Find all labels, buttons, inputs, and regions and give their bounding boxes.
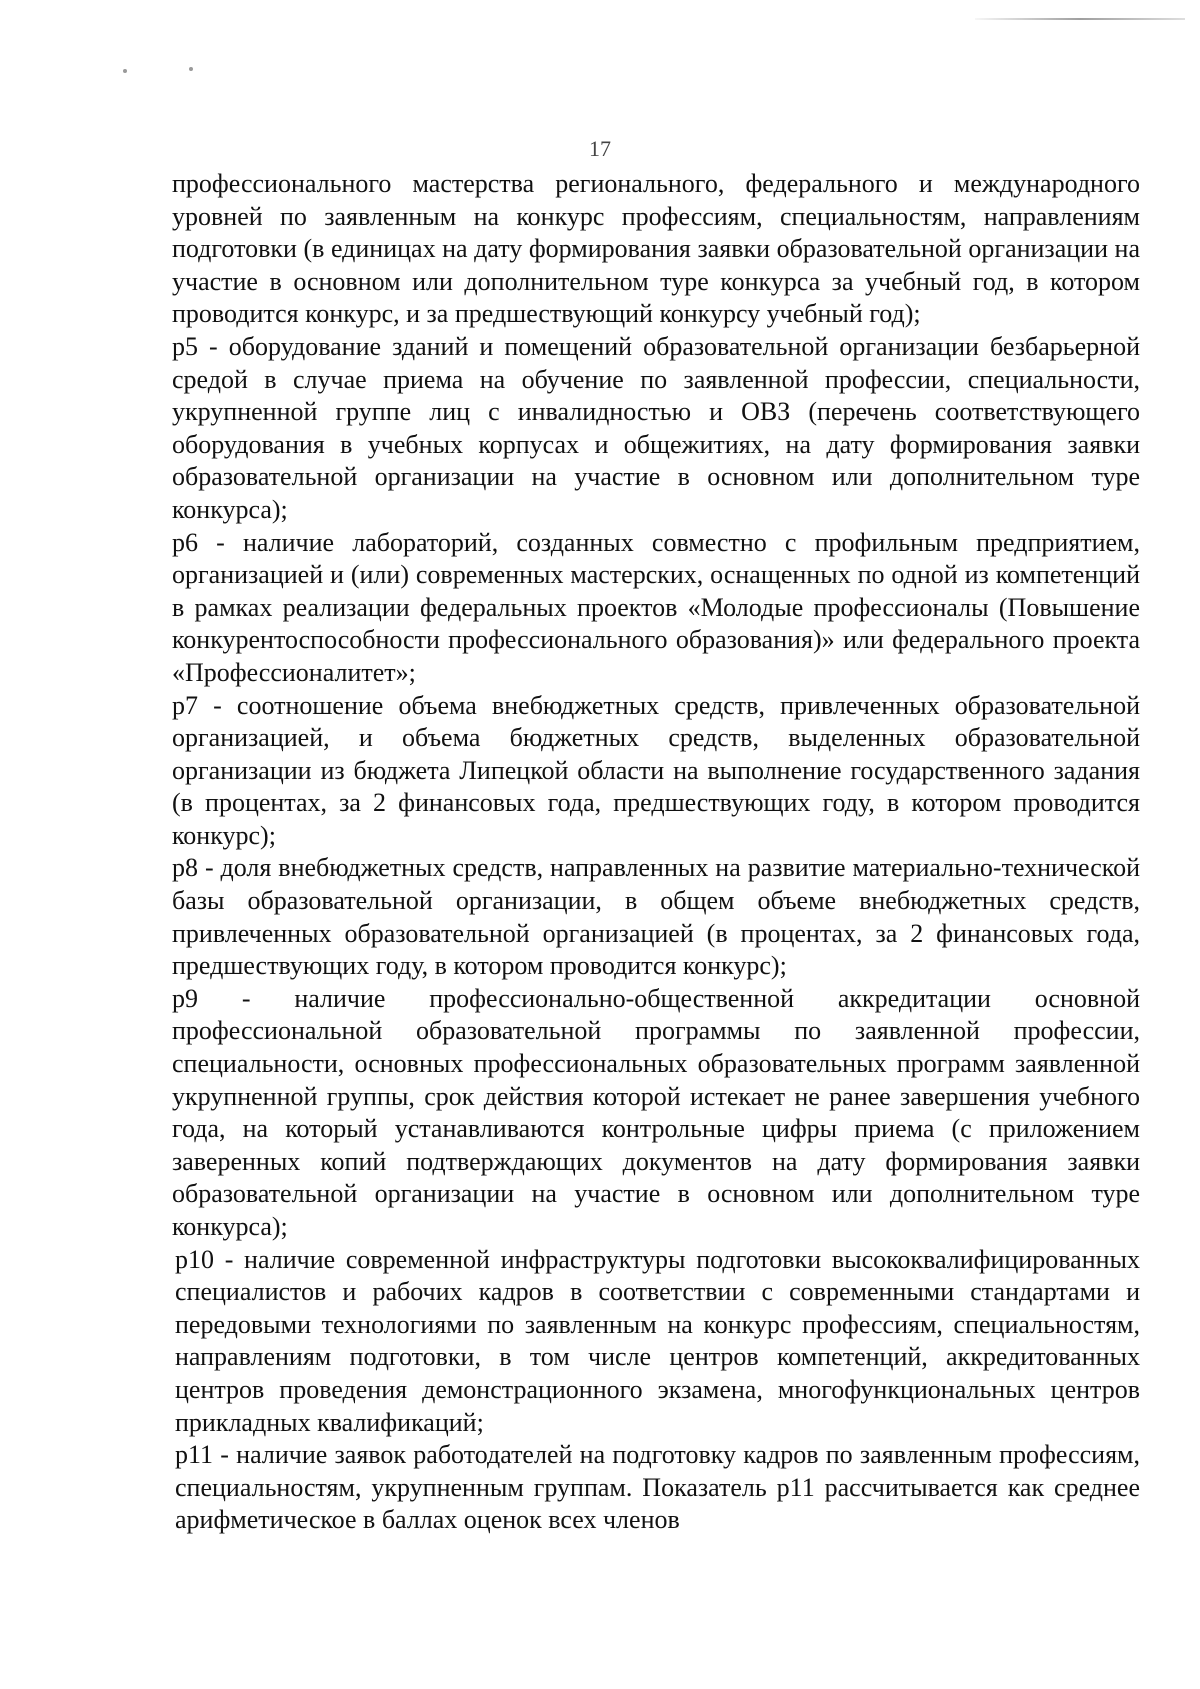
paragraph-p5: р5 - оборудование зданий и помещений образовательной организации безбарьерной средой в случае приема на обучение по заявленной профессии, специальности, укрупненной группе лиц с инвалидностью и ОВЗ (перечень соответствующего оборудования в учебных корпусах и общежитиях, на дату формирования заявки образовательной организации на участие в основном или дополнительном туре конкурса); <box>172 331 1140 524</box>
document-body <box>172 168 1140 1537</box>
paragraph-p10: р10 - наличие современной инфраструктуры подготовки высококвалифицированных специалистов и рабочих кадров в соответствии с современными стандартами и передовыми технологиями по заявленным на конкурс профессиям, специальностям, направлениям подготовки, в том числе центров компетенций, аккредитованных центров проведения демонстрационного экзамена, многофункциональных центров прикладных квалификаций; <box>175 1244 1140 1437</box>
paragraph-p11: р11 - наличие заявок работодателей на подготовку кадров по заявленным профессиям, специальностям, укрупненным группам. Показатель р11 рассчитывается как среднее арифметическое в баллах оценок всех членов <box>175 1440 1140 1535</box>
scan-artifact-line <box>975 18 1185 20</box>
paragraph-p4-continuation: профессионального мастерства регионального, федерального и международного уровней по заявленным на конкурс профессиям, специальностям, направлениям подготовки (в единицах на дату формирования заявки образовательной организации на участие в основном или дополнительном туре конкурса за учебный год, в котором проводится конкурс, и за предшествующий конкурсу учебный год); <box>172 169 1140 329</box>
scan-artifact-dot <box>123 69 127 73</box>
paragraph-p9: р9 - наличие профессионально-общественной аккредитации основной профессиональной образовательной программы по заявленной профессии, специальности, основных профессиональных образовательных программ заявленной укрупненной группы, срок действия которой истекает не ранее завершения учебного года, на который устанавливаются контрольные цифры приема (с приложением заверенных копий подтверждающих документов на дату формирования заявки образовательной организации на участие в основном или дополнительном туре конкурса); <box>172 983 1140 1241</box>
scan-artifact-dot <box>189 67 193 71</box>
paragraph-p7: р7 - соотношение объема внебюджетных средств, привлеченных образовательной организацией, и объема бюджетных средств, выделенных образовательной организации из бюджета Липецкой области на выполнение государственного задания (в процентах, за 2 финансовых года, предшествующих году, в котором проводится конкурс); <box>172 690 1140 850</box>
page-number: 17 <box>589 136 611 161</box>
paragraph-p8: р8 - доля внебюджетных средств, направленных на развитие материально-технической базы образовательной организации, в общем объеме внебюджетных средств, привлеченных образовательной организацией (в процентах, за 2 финансовых года, предшествующих году, в котором проводится конкурс); <box>172 853 1140 981</box>
paragraph-p6: р6 - наличие лабораторий, созданных совместно с профильным предприятием, организацией и (или) современных мастерских, оснащенных по одной из компетенций в рамках реализации федеральных проектов «Молодые профессионалы (Повышение конкурентоспособности профессионального образования)» или федерального проекта «Профессионалитет»; <box>172 527 1140 687</box>
